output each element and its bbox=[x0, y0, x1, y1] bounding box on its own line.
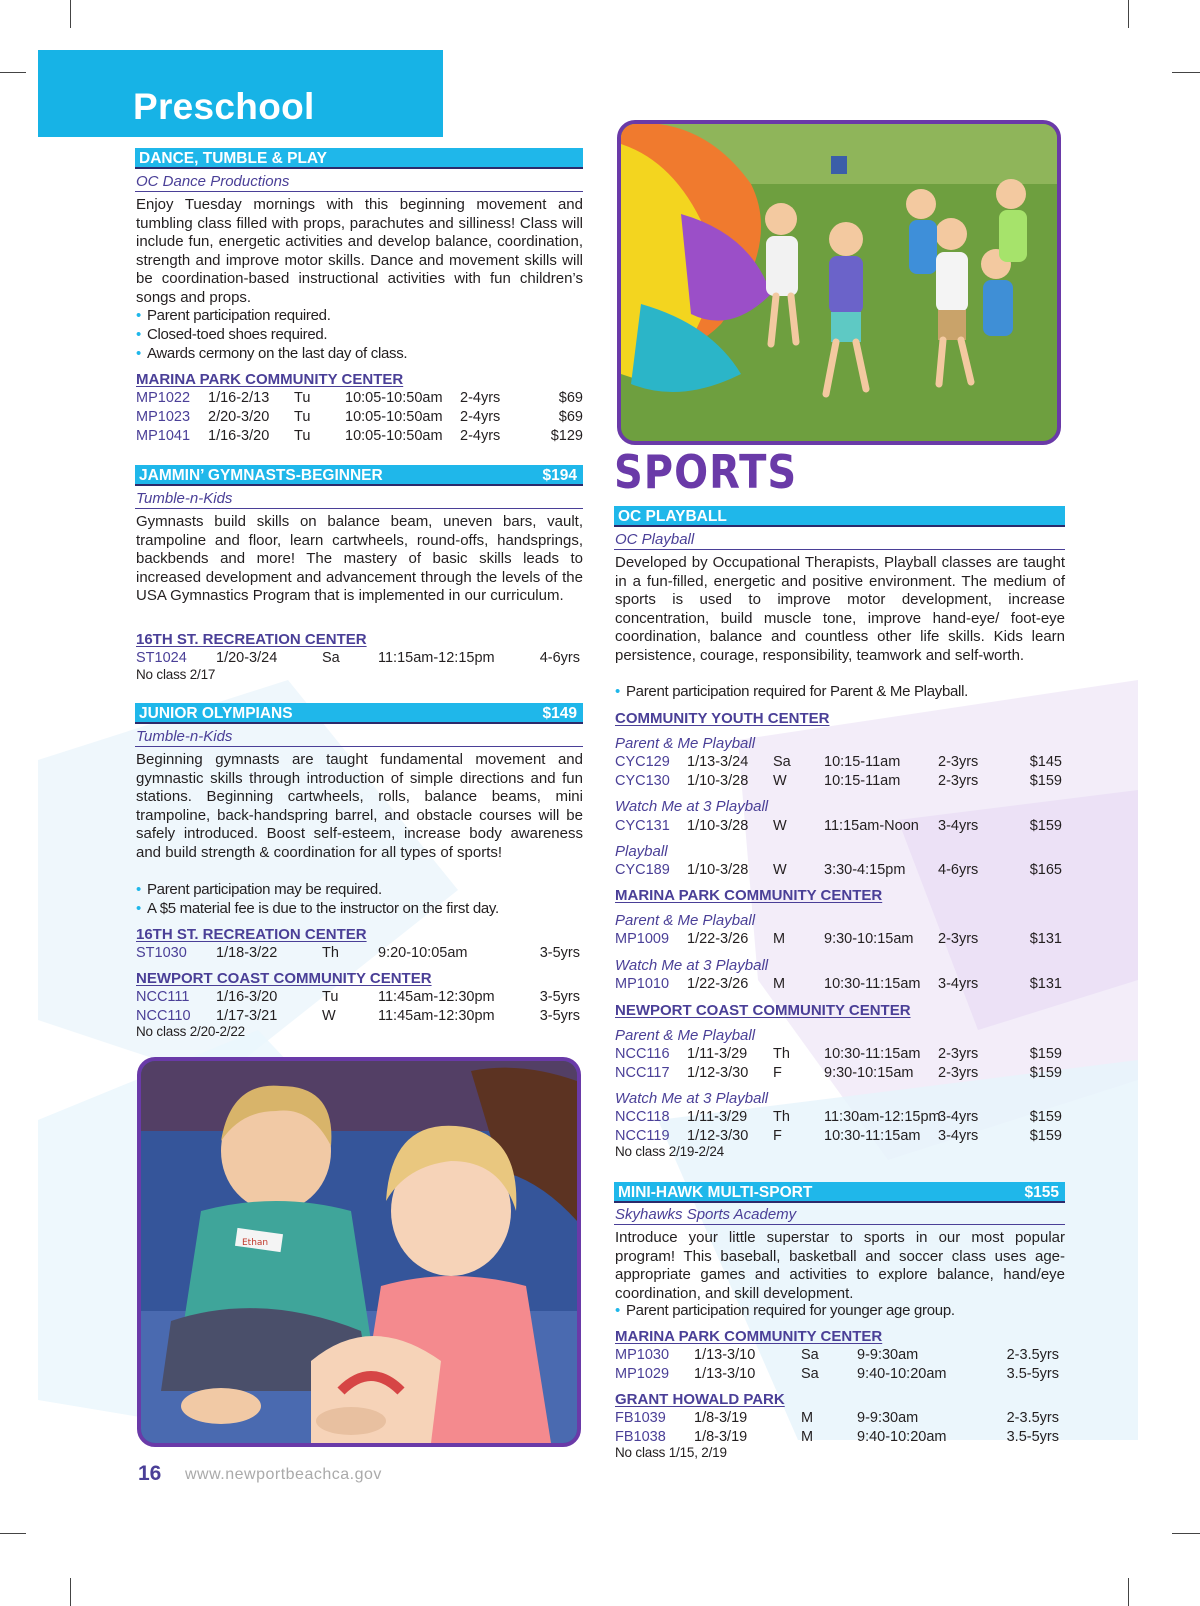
schedule-note: No class 2/20-2/22 bbox=[136, 1024, 245, 1039]
course-day: M bbox=[801, 1410, 814, 1426]
course-day: Sa bbox=[801, 1366, 819, 1382]
schedule-row bbox=[615, 1046, 1062, 1065]
course-time: 10:30-11:15am bbox=[824, 1046, 921, 1062]
course-time: 9:30-10:15am bbox=[824, 1065, 914, 1081]
course-time: 9:20-10:05am bbox=[378, 945, 468, 961]
course-dates: 1/8-3/19 bbox=[694, 1429, 748, 1445]
course-time: 9-9:30am bbox=[857, 1347, 919, 1363]
course-time: 11:30am-12:15pm bbox=[824, 1109, 941, 1125]
course-age: 3-5yrs bbox=[539, 945, 580, 961]
course-dates: 1/13-3/10 bbox=[694, 1366, 756, 1382]
class-price: $194 bbox=[542, 467, 577, 484]
course-time: 3:30-4:15pm bbox=[824, 862, 906, 878]
program-subheading: Watch Me at 3 Playball bbox=[615, 1090, 769, 1107]
course-age: 3.5-5yrs bbox=[1006, 1366, 1059, 1382]
course-dates: 1/8-3/19 bbox=[694, 1410, 748, 1426]
course-price: $145 bbox=[1029, 754, 1062, 770]
schedule-row bbox=[136, 945, 583, 964]
course-price: $159 bbox=[1029, 818, 1062, 834]
course-dates: 1/16-3/20 bbox=[208, 428, 270, 444]
location-heading: 16TH ST. RECREATION CENTER bbox=[136, 631, 367, 648]
section-title: Preschool bbox=[133, 86, 315, 127]
course-dates: 1/22-3/26 bbox=[687, 976, 749, 992]
course-time: 11:45am-12:30pm bbox=[378, 1008, 495, 1024]
course-age: 3-4yrs bbox=[938, 976, 979, 992]
course-dates: 1/10-3/28 bbox=[687, 818, 749, 834]
location-heading: NEWPORT COAST COMMUNITY CENTER bbox=[136, 970, 432, 987]
class-title: MINI-HAWK MULTI-SPORT bbox=[618, 1184, 813, 1201]
course-price: $159 bbox=[1029, 1128, 1062, 1144]
course-time: 10:05-10:50am bbox=[345, 428, 443, 444]
course-day: W bbox=[773, 862, 787, 878]
schedule-row bbox=[615, 931, 1062, 950]
bullet-item: • Parent participation may be required. bbox=[136, 881, 382, 898]
location-heading: MARINA PARK COMMUNITY CENTER bbox=[615, 1328, 883, 1345]
course-age: 3.5-5yrs bbox=[1006, 1429, 1059, 1445]
course-time: 10:15-11am bbox=[824, 754, 901, 770]
course-code: MP1029 bbox=[615, 1366, 670, 1382]
course-code: MP1009 bbox=[615, 931, 670, 947]
course-code: ST1024 bbox=[136, 650, 187, 666]
course-age: 2-3yrs bbox=[938, 1046, 979, 1062]
course-code: NCC117 bbox=[615, 1065, 670, 1081]
page-number: 16 bbox=[138, 1462, 162, 1485]
course-day: Tu bbox=[322, 989, 339, 1005]
photo-illustration bbox=[621, 124, 1057, 441]
course-day: M bbox=[773, 976, 786, 992]
course-time: 11:45am-12:30pm bbox=[378, 989, 495, 1005]
course-age: 3-4yrs bbox=[938, 1128, 979, 1144]
divider bbox=[614, 1224, 1065, 1225]
course-code: CYC189 bbox=[615, 862, 670, 878]
course-time: 9:40-10:20am bbox=[857, 1429, 947, 1445]
course-age: 3-5yrs bbox=[539, 989, 580, 1005]
photo-kids-sitting bbox=[137, 1057, 581, 1447]
website-url: www.newportbeachca.gov bbox=[185, 1466, 382, 1483]
course-dates: 1/18-3/22 bbox=[216, 945, 278, 961]
crop-mark bbox=[0, 72, 26, 73]
course-age: 4-6yrs bbox=[539, 650, 580, 666]
course-day: Sa bbox=[801, 1347, 819, 1363]
course-age: 4-6yrs bbox=[938, 862, 979, 878]
schedule-row bbox=[615, 1410, 1062, 1429]
course-age: 2-4yrs bbox=[460, 409, 501, 425]
course-price: $159 bbox=[1029, 1046, 1062, 1062]
class-title: DANCE, TUMBLE & PLAY bbox=[139, 150, 328, 167]
class-title-bar bbox=[135, 465, 583, 486]
crop-mark bbox=[1172, 1533, 1200, 1534]
course-time: 9:30-10:15am bbox=[824, 931, 914, 947]
location-heading: GRANT HOWALD PARK bbox=[615, 1391, 785, 1408]
schedule-row bbox=[615, 754, 1062, 773]
class-description: Beginning gymnasts are taught fundamental movement and gymnastic skills through introduction of simple directions and fun stations. Beginning cartwheels, rolls, balance beams, mini trampoline, back-handspring barrel, and obstacle courses will be safely introduced. Boost self-esteem, increase body awareness and build strength & coordination for all types of sports! bbox=[136, 751, 583, 861]
class-description: Introduce your little superstar to sports in our most popular program! This baseball, basketball and soccer class uses age-appropriate games and activities to explore balance, hand/eye coordination, and skill development. bbox=[615, 1229, 1065, 1302]
course-price: $159 bbox=[1029, 1065, 1062, 1081]
course-day: Th bbox=[322, 945, 339, 961]
course-day: Tu bbox=[294, 390, 311, 406]
course-dates: 1/11-3/29 bbox=[687, 1109, 748, 1125]
course-price: $159 bbox=[1029, 1109, 1062, 1125]
program-subheading: Playball bbox=[615, 843, 668, 860]
provider-name: Tumble-n-Kids bbox=[136, 728, 233, 745]
course-age: 2-3yrs bbox=[938, 1065, 979, 1081]
schedule-row bbox=[615, 1366, 1062, 1385]
course-age: 2-3.5yrs bbox=[1006, 1347, 1059, 1363]
course-time: 10:05-10:50am bbox=[345, 409, 443, 425]
course-price: $129 bbox=[550, 428, 583, 444]
course-day: Th bbox=[773, 1109, 790, 1125]
schedule-note: No class 2/19-2/24 bbox=[615, 1144, 724, 1159]
location-heading: COMMUNITY YOUTH CENTER bbox=[615, 710, 830, 727]
course-dates: 1/17-3/21 bbox=[216, 1008, 278, 1024]
program-subheading: Watch Me at 3 Playball bbox=[615, 957, 769, 974]
course-age: 3-5yrs bbox=[539, 1008, 580, 1024]
course-day: F bbox=[773, 1128, 782, 1144]
course-time: 9:40-10:20am bbox=[857, 1366, 947, 1382]
crop-mark bbox=[70, 0, 71, 28]
location-heading: MARINA PARK COMMUNITY CENTER bbox=[136, 371, 404, 388]
course-day: Th bbox=[773, 1046, 790, 1062]
location-heading: 16TH ST. RECREATION CENTER bbox=[136, 926, 367, 943]
schedule-row bbox=[615, 1347, 1062, 1366]
course-price: $159 bbox=[1029, 773, 1062, 789]
course-day: Tu bbox=[294, 409, 311, 425]
course-dates: 1/16-2/13 bbox=[208, 390, 270, 406]
location-heading: MARINA PARK COMMUNITY CENTER bbox=[615, 887, 883, 904]
class-title-bar bbox=[614, 1182, 1065, 1203]
divider bbox=[614, 549, 1065, 550]
course-day: M bbox=[773, 931, 786, 947]
course-code: NCC118 bbox=[615, 1109, 670, 1125]
schedule-row bbox=[136, 428, 583, 447]
course-age: 2-3yrs bbox=[938, 773, 979, 789]
course-dates: 1/12-3/30 bbox=[687, 1065, 749, 1081]
photo-kids-running bbox=[617, 120, 1061, 445]
divider bbox=[135, 191, 583, 192]
course-price: $131 bbox=[1029, 931, 1062, 947]
course-time: 11:15am-12:15pm bbox=[378, 650, 495, 666]
crop-mark bbox=[70, 1578, 71, 1606]
course-dates: 1/13-3/10 bbox=[694, 1347, 756, 1363]
course-day: F bbox=[773, 1065, 782, 1081]
course-code: NCC116 bbox=[615, 1046, 670, 1062]
bullet-item: • Parent participation required for younger age group. bbox=[615, 1302, 955, 1319]
program-subheading: Parent & Me Playball bbox=[615, 1027, 756, 1044]
course-code: MP1030 bbox=[615, 1347, 670, 1363]
schedule-row bbox=[615, 1109, 1062, 1128]
course-time: 10:30-11:15am bbox=[824, 976, 921, 992]
course-age: 2-3yrs bbox=[938, 931, 979, 947]
course-day: W bbox=[322, 1008, 336, 1024]
crop-mark bbox=[1128, 0, 1129, 28]
course-code: MP1023 bbox=[136, 409, 191, 425]
bullet-item: • Closed-toed shoes required. bbox=[136, 326, 327, 343]
course-day: Sa bbox=[322, 650, 340, 666]
course-code: ST1030 bbox=[136, 945, 187, 961]
course-dates: 1/10-3/28 bbox=[687, 773, 749, 789]
name-tag-text: Ethan bbox=[242, 1238, 269, 1248]
course-code: MP1022 bbox=[136, 390, 191, 406]
schedule-row bbox=[615, 818, 1062, 837]
schedule-row bbox=[136, 390, 583, 409]
course-time: 10:05-10:50am bbox=[345, 390, 443, 406]
course-dates: 1/16-3/20 bbox=[216, 989, 278, 1005]
class-description: Gymnasts build skills on balance beam, uneven bars, vault, trampoline and floor, learn cartwheels, round-offs, handsprings, backbends and more! The mastery of basic skills leads to increased development and advancement through the levels of the USA Gymnastics Program that is implemented in our curriculum. bbox=[136, 513, 583, 605]
class-description: Enjoy Tuesday mornings with this beginning movement and tumbling class filled with props, parachutes and silliness! Class will include fun, energetic activities and develop balance, coordination, strength and improve motor skills. Dance and movement skills will be coordination-based instructional activities with fun children’s songs and props. bbox=[136, 196, 583, 306]
course-code: MP1010 bbox=[615, 976, 670, 992]
divider bbox=[135, 746, 583, 747]
course-dates: 1/20-3/24 bbox=[216, 650, 278, 666]
divider bbox=[135, 508, 583, 509]
course-age: 3-4yrs bbox=[938, 818, 979, 834]
schedule-row bbox=[615, 976, 1062, 995]
schedule-row bbox=[136, 650, 583, 669]
bullet-item: • Awards cermony on the last day of class. bbox=[136, 345, 407, 362]
course-code: MP1041 bbox=[136, 428, 191, 444]
provider-name: OC Dance Productions bbox=[136, 173, 290, 190]
course-code: FB1039 bbox=[615, 1410, 666, 1426]
course-dates: 1/11-3/29 bbox=[687, 1046, 748, 1062]
provider-name: OC Playball bbox=[615, 531, 695, 548]
provider-name: Skyhawks Sports Academy bbox=[615, 1206, 797, 1223]
course-code: FB1038 bbox=[615, 1429, 666, 1445]
schedule-row bbox=[136, 409, 583, 428]
course-price: $165 bbox=[1029, 862, 1062, 878]
program-subheading: Parent & Me Playball bbox=[615, 912, 756, 929]
course-code: NCC111 bbox=[136, 989, 190, 1005]
sports-heading: SPORTS bbox=[614, 446, 798, 500]
class-title-bar bbox=[135, 703, 583, 724]
course-age: 2-4yrs bbox=[460, 428, 501, 444]
course-dates: 1/10-3/28 bbox=[687, 862, 749, 878]
schedule-row bbox=[615, 1065, 1062, 1084]
crop-mark bbox=[1128, 1578, 1129, 1606]
schedule-row bbox=[136, 989, 583, 1008]
photo-illustration bbox=[141, 1061, 577, 1443]
course-time: 9-9:30am bbox=[857, 1410, 919, 1426]
program-subheading: Watch Me at 3 Playball bbox=[615, 798, 769, 815]
class-title-bar bbox=[614, 506, 1065, 527]
class-title: JUNIOR OLYMPIANS bbox=[139, 705, 293, 722]
location-heading: NEWPORT COAST COMMUNITY CENTER bbox=[615, 1002, 911, 1019]
course-day: M bbox=[801, 1429, 814, 1445]
course-dates: 1/13-3/24 bbox=[687, 754, 749, 770]
provider-name: Tumble-n-Kids bbox=[136, 490, 233, 507]
bullet-item: • A $5 material fee is due to the instructor on the first day. bbox=[136, 900, 499, 917]
course-dates: 1/12-3/30 bbox=[687, 1128, 749, 1144]
crop-mark bbox=[1172, 72, 1200, 73]
course-code: NCC110 bbox=[136, 1008, 191, 1024]
bullet-item: • Parent participation required. bbox=[136, 307, 331, 324]
schedule-note: No class 1/15, 2/19 bbox=[615, 1445, 727, 1460]
course-dates: 2/20-3/20 bbox=[208, 409, 270, 425]
course-time: 10:15-11am bbox=[824, 773, 901, 789]
bullet-item: • Parent participation required for Parent & Me Playball. bbox=[615, 683, 968, 700]
class-title: OC PLAYBALL bbox=[618, 508, 727, 525]
course-code: CYC131 bbox=[615, 818, 670, 834]
class-title: JAMMIN’ GYMNASTS-BEGINNER bbox=[139, 467, 383, 484]
course-code: NCC119 bbox=[615, 1128, 670, 1144]
schedule-row bbox=[615, 862, 1062, 881]
course-age: 2-3.5yrs bbox=[1006, 1410, 1059, 1426]
course-dates: 1/22-3/26 bbox=[687, 931, 749, 947]
crop-mark bbox=[0, 1533, 26, 1534]
course-code: CYC129 bbox=[615, 754, 670, 770]
course-day: Sa bbox=[773, 754, 791, 770]
course-price: $69 bbox=[558, 409, 583, 425]
schedule-note: No class 2/17 bbox=[136, 667, 216, 682]
program-subheading: Parent & Me Playball bbox=[615, 735, 756, 752]
course-age: 3-4yrs bbox=[938, 1109, 979, 1125]
class-title-bar bbox=[135, 148, 583, 169]
class-price: $149 bbox=[542, 705, 577, 722]
course-day: Tu bbox=[294, 428, 311, 444]
course-code: CYC130 bbox=[615, 773, 670, 789]
class-price: $155 bbox=[1024, 1184, 1059, 1201]
class-description: Developed by Occupational Therapists, Playball classes are taught in a fun-filled, energetic and positive environment. The medium of sports is used to improve motor development, increase concentration, build muscle tone, improve hand-eye/ foot-eye coordination, balance and countless other life skills. Kids learn persistence, courage, responsibility, teamwork and self-worth. bbox=[615, 554, 1065, 664]
course-day: W bbox=[773, 773, 787, 789]
course-time: 11:15am-Noon bbox=[824, 818, 919, 834]
course-day: W bbox=[773, 818, 787, 834]
course-time: 10:30-11:15am bbox=[824, 1128, 921, 1144]
course-price: $69 bbox=[558, 390, 583, 406]
course-price: $131 bbox=[1029, 976, 1062, 992]
course-age: 2-4yrs bbox=[460, 390, 501, 406]
schedule-row bbox=[615, 773, 1062, 792]
course-age: 2-3yrs bbox=[938, 754, 979, 770]
